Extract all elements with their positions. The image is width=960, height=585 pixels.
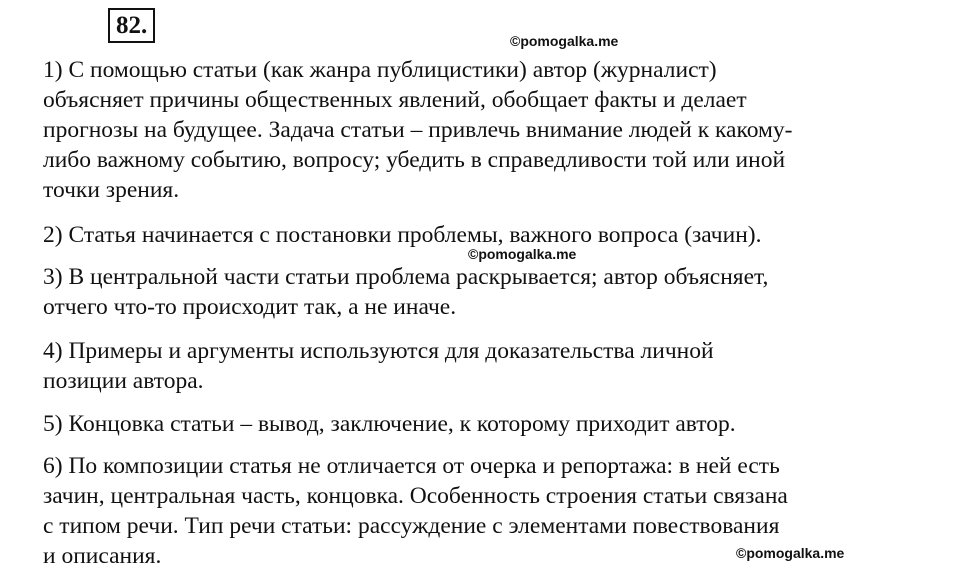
paragraph-3 <box>43 262 923 322</box>
text-line: 5) Концовка статьи – вывод, заключение, к которому приходит автор. <box>43 411 736 437</box>
text-line: либо важному событию, вопросу; убедить в справедливости той или иной <box>43 147 786 173</box>
paragraph-4 <box>43 336 923 396</box>
watermark: ©pomogalka.me <box>510 33 619 49</box>
paragraph-2 <box>43 220 923 250</box>
text-line: объясняет причины общественных явлений, обобщает факты и делает <box>43 87 747 113</box>
text-line: прогнозы на будущее. Задача статьи – привлечь внимание людей к какому- <box>43 117 793 143</box>
paragraph-1 <box>43 55 923 205</box>
text-line: с типом речи. Тип речи статьи: рассуждение с элементами повествования <box>43 513 780 539</box>
text-line: 1) С помощью статьи (как жанра публицистики) автор (журналист) <box>43 57 717 83</box>
exercise-number: 82. <box>108 8 155 43</box>
text-line: 3) В центральной части статьи проблема раскрывается; автор объясняет, <box>43 264 769 290</box>
watermark: ©pomogalka.me <box>468 246 577 262</box>
text-line: зачин, центральная часть, концовка. Особенность строения статьи связана <box>43 483 788 509</box>
text-line: и описания. <box>43 543 162 569</box>
paragraph-6 <box>43 451 923 571</box>
text-line: позиции автора. <box>43 368 204 394</box>
text-line: 2) Статья начинается с постановки проблемы, важного вопроса (зачин). <box>43 222 762 248</box>
paragraph-5 <box>43 409 923 439</box>
text-line: 4) Примеры и аргументы используются для доказательства личной <box>43 338 714 364</box>
watermark: ©pomogalka.me <box>736 545 845 561</box>
text-line: отчего что-то происходит так, а не иначе. <box>43 294 457 320</box>
text-line: точки зрения. <box>43 177 180 203</box>
text-line: 6) По композиции статья не отличается от очерка и репортажа: в ней есть <box>43 453 780 479</box>
